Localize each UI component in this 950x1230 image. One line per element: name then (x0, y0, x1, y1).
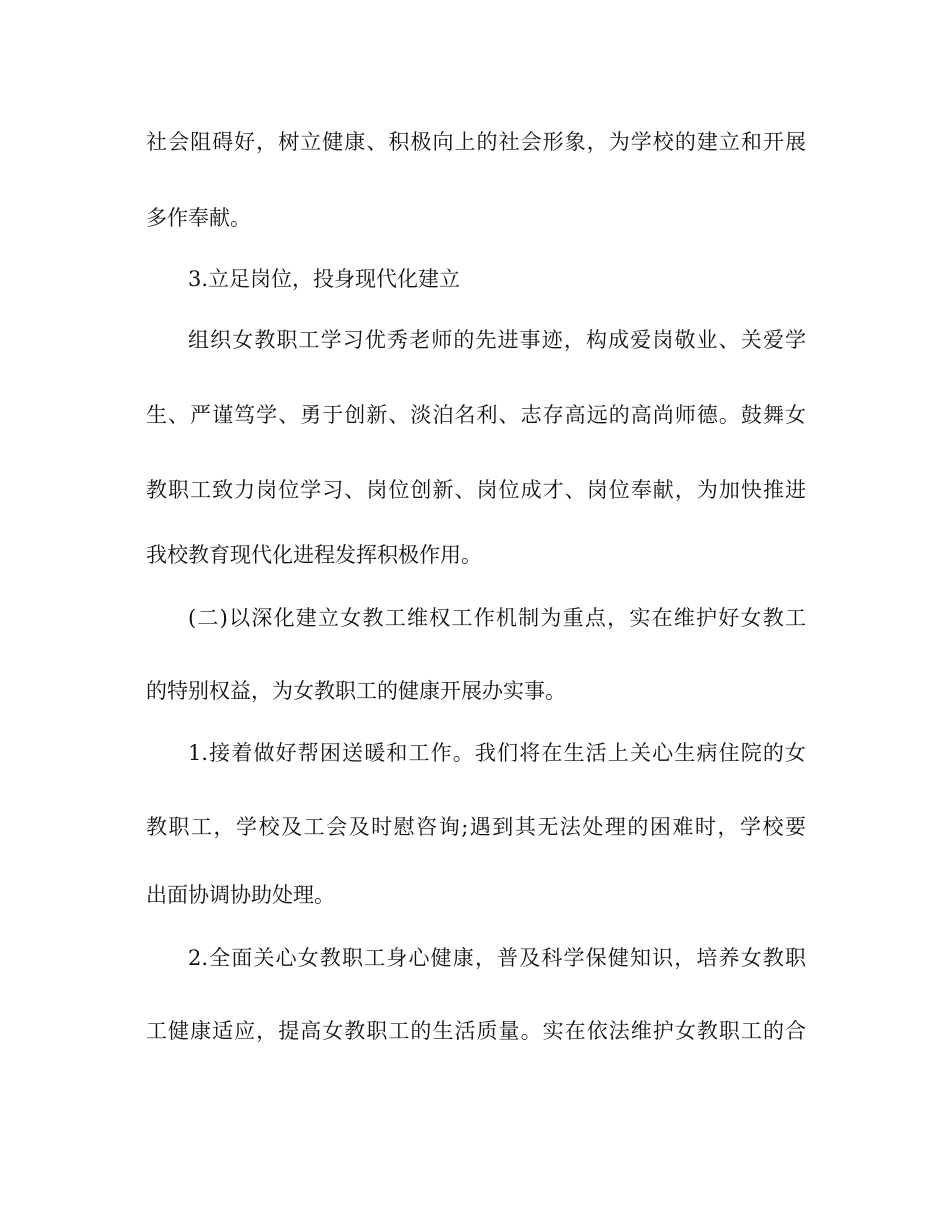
text-line: 生、严谨笃学、勇于创新、淡泊名利、志存高远的高尚师德。鼓舞女 (146, 403, 806, 427)
section-heading: (二)以深化建立女教工维权工作机制为重点，实在维护好女教工 (188, 606, 806, 630)
text-line: 的特别权益，为女教职工的健康开展办实事。 (146, 679, 566, 703)
section-heading: 3.立足岗位，投身现代化建立 (188, 267, 461, 291)
text-line: 教职工致力岗位学习、岗位创新、岗位成才、岗位奉献，为加快推进 (146, 478, 806, 502)
text-line: 多作奉献。 (146, 206, 251, 230)
text-line: 2.全面关心女教职工身心健康，普及科学保健知识，培养女教职 (188, 946, 806, 970)
text-line: 1.接着做好帮困送暖和工作。我们将在生活上关心生病住院的女 (188, 741, 806, 765)
text-line: 组织女教职工学习优秀老师的先进事迹，构成爱岗敬业、关爱学 (188, 328, 806, 352)
text-line: 工健康适应，提高女教职工的生活质量。实在依法维护女教职工的合 (146, 1019, 806, 1043)
text-line: 教职工，学校及工会及时慰咨询;遇到其无法处理的困难时，学校要 (146, 815, 806, 839)
text-line: 社会阻碍好，树立健康、积极向上的社会形象，为学校的建立和开展 (146, 130, 806, 154)
text-line: 出面协调协助处理。 (146, 883, 335, 907)
text-line: 我校教育现代化进程发挥积极作用。 (146, 543, 482, 567)
